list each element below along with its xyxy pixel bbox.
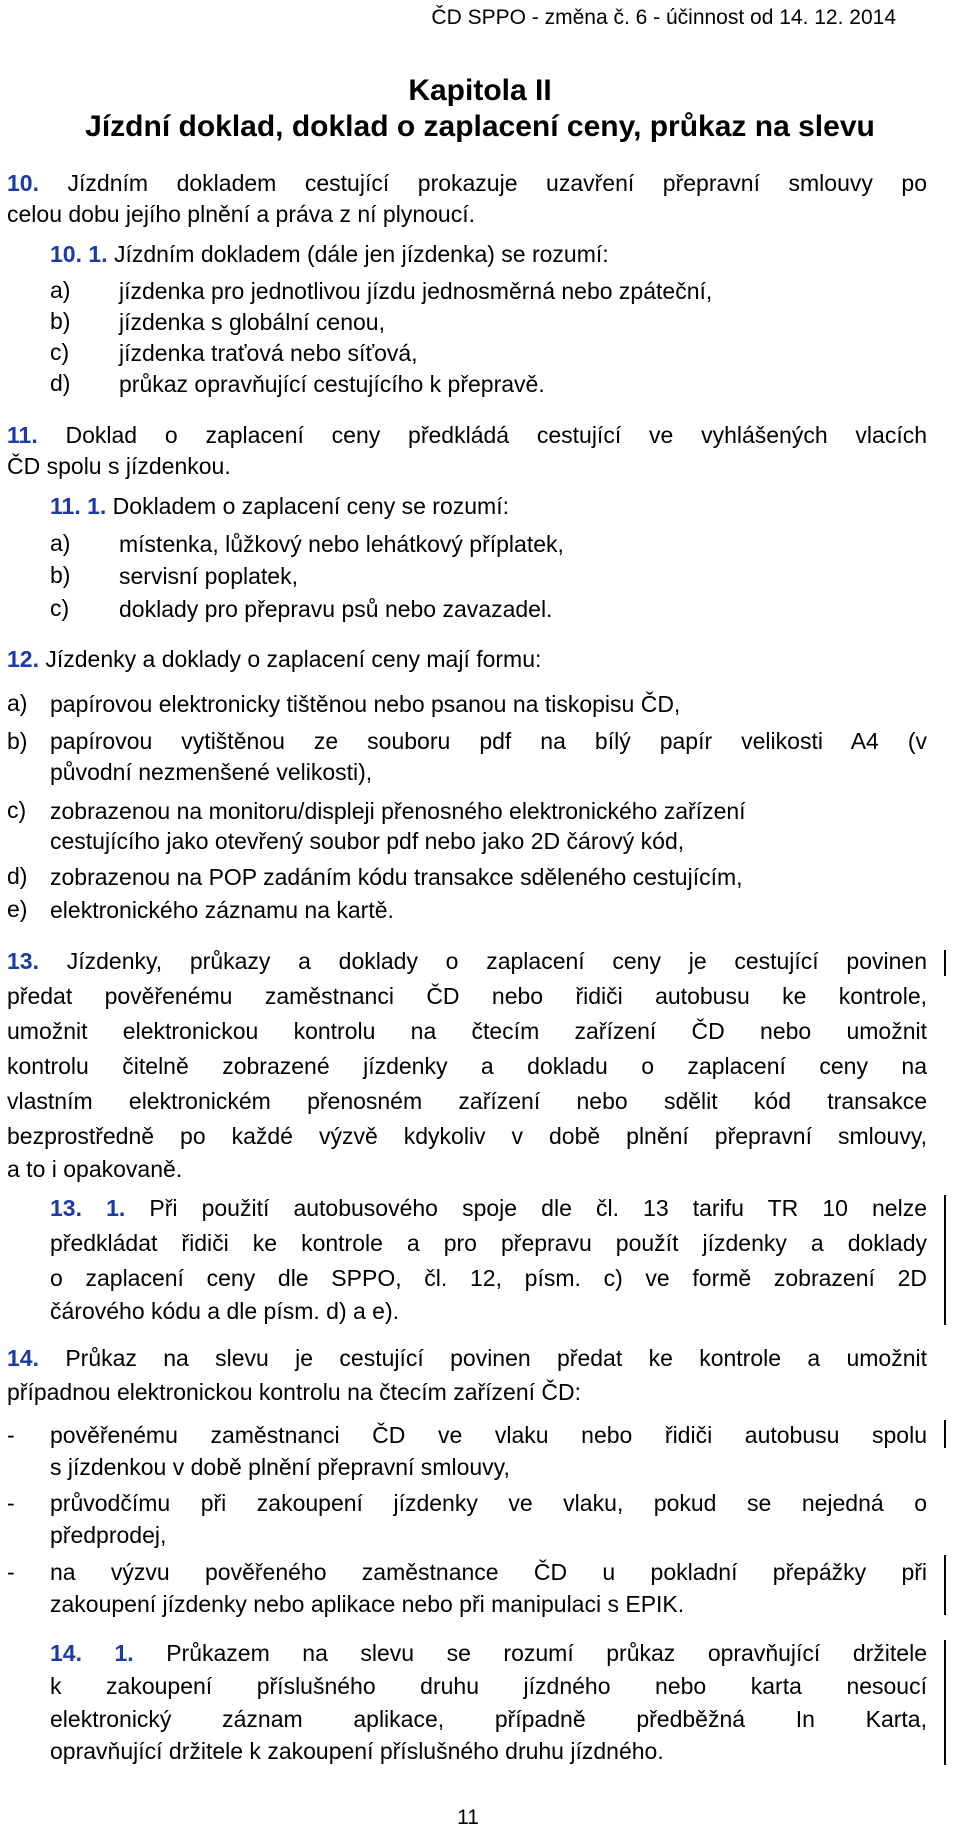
dash-item: na výzvu pověřeného zaměstnance ČD u pokladní přepážky při (50, 1559, 927, 1585)
para-14-1-line-2: k zakoupení příslušného druhu jízdného nebo karta nesoucí (50, 1673, 927, 1699)
dash-item: pověřenému zaměstnanci ČD ve vlaku nebo řidiči autobusu spolu (50, 1422, 927, 1448)
change-bar (944, 1195, 946, 1325)
dash-item-cont: předprodej, (50, 1522, 167, 1548)
list-item-cont: původní nezmenšené velikosti), (50, 759, 373, 785)
para-14-line-1: 14. Průkaz na slevu je cestující povinen předat ke kontrole a umožnit (7, 1345, 928, 1371)
list-item: servisní poplatek, (119, 563, 298, 589)
chapter-number: Kapitola II (408, 74, 552, 107)
list-item: papírovou vytištěnou ze souboru pdf na bílý papír velikosti A4 (v (50, 728, 927, 754)
change-bar (944, 1420, 946, 1448)
list-item: jízdenka s globální cenou, (119, 309, 385, 335)
para-13-line-6: bezprostředně po každé výzvě kdykoliv v době plnění přepravní smlouvy, (7, 1123, 927, 1149)
para-11-1-heading: 11. 1. Dokladem o zaplacení ceny se rozumí: (50, 493, 509, 519)
para-13-1-line-1: 13. 1. Při použití autobusového spoje dle čl. 13 tarifu TR 10 nelze (50, 1195, 928, 1221)
para-13-line-3: umožnit elektronickou kontrolu na čtecím zařízení ČD nebo umožnit (7, 1018, 927, 1044)
list-item: místenka, lůžkový nebo lehátkový příplatek, (119, 531, 564, 557)
para-13-line-2: předat pověřenému zaměstnanci ČD nebo řidiči autobusu ke kontrole, (7, 983, 927, 1009)
list-label: c) (50, 339, 70, 365)
para-14-1-line-4: opravňující držitele k zakoupení příslušného druhu jízdného. (50, 1738, 664, 1764)
para-14-line-2: případnou elektronickou kontrolu na čtecím zařízení ČD: (7, 1379, 582, 1405)
list-label: c) (7, 797, 27, 823)
dash-marker: - (7, 1422, 15, 1448)
dash-item-cont: zakoupení jízdenky nebo aplikace nebo při manipulaci s EPIK. (50, 1591, 685, 1617)
list-label: c) (50, 595, 70, 621)
list-item: jízdenka pro jednotlivou jízdu jednosměrná nebo zpáteční, (119, 278, 713, 304)
para-10-1-heading: 10. 1. Jízdním dokladem (dále jen jízdenka) se rozumí: (50, 241, 609, 267)
change-bar (944, 950, 946, 976)
section-number: 10. 1. (50, 241, 108, 267)
change-bar (944, 1555, 946, 1615)
list-item: elektronického záznamu na kartě. (50, 897, 394, 923)
list-label: a) (50, 530, 71, 556)
section-number: 13. 1. (50, 1195, 126, 1221)
section-number: 13. (7, 948, 39, 974)
section-number: 11. 1. (50, 493, 107, 519)
list-item: zobrazenou na POP zadáním kódu transakce sděleného cestujícím, (50, 864, 743, 890)
list-label: d) (50, 370, 71, 396)
list-label: b) (50, 308, 71, 334)
list-label: a) (7, 690, 28, 716)
list-item: zobrazenou na monitoru/displeji přenosného elektronického zařízení (50, 798, 746, 824)
list-item: jízdenka traťová nebo síťová, (119, 340, 418, 366)
section-number: 14. 1. (50, 1640, 134, 1666)
para-10-line-2: celou dobu jejího plnění a práva z ní plynoucí. (7, 201, 475, 227)
list-label: a) (50, 277, 71, 303)
page-header: ČD SPPO - změna č. 6 - účinnost od 14. 12. 2014 (431, 6, 896, 29)
list-item-cont: cestujícího jako otevřený soubor pdf nebo jako 2D čárový kód, (50, 828, 685, 854)
para-13-line-7: a to i opakovaně. (7, 1156, 183, 1182)
para-11-line-1: 11. Doklad o zaplacení ceny předkládá cestující ve vyhlášených vlacích (7, 422, 927, 448)
page-number: 11 (457, 1806, 479, 1829)
list-item: papírovou elektronicky tištěnou nebo psanou na tiskopisu ČD, (50, 691, 681, 717)
dash-item: průvodčímu při zakoupení jízdenky ve vlaku, pokud se nejedná o (50, 1490, 927, 1516)
dash-marker: - (7, 1490, 15, 1516)
para-13-1-line-4: čárového kódu a dle písm. d) a e). (50, 1298, 400, 1324)
para-10-line-1: 10. Jízdním dokladem cestující prokazuje uzavření přepravní smlouvy po (7, 170, 927, 196)
section-number: 10. (7, 170, 39, 196)
para-13-1-line-3: o zaplacení ceny dle SPPO, čl. 12, písm. c) ve formě zobrazení 2D (50, 1265, 927, 1291)
list-label: e) (7, 896, 28, 922)
para-14-1-line-1: 14. 1. Průkazem na slevu se rozumí průkaz opravňující držitele (50, 1640, 927, 1666)
list-item: doklady pro přepravu psů nebo zavazadel. (119, 596, 553, 622)
para-13-line-1: 13. Jízdenky, průkazy a doklady o zaplacení ceny je cestující povinen (7, 948, 927, 974)
change-bar (944, 1640, 946, 1765)
section-number: 14. (7, 1345, 39, 1371)
list-label: b) (7, 728, 28, 754)
section-number: 11. (7, 422, 38, 448)
para-12-heading: 12. Jízdenky a doklady o zaplacení ceny mají formu: (7, 646, 542, 672)
para-13-1-line-2: předkládat řidiči ke kontrole a pro přepravu použít jízdenky a doklady (50, 1230, 927, 1256)
dash-item-cont: s jízdenkou v době plnění přepravní smlouvy, (50, 1454, 510, 1480)
para-11-line-2: ČD spolu s jízdenkou. (7, 453, 231, 479)
list-label: d) (7, 863, 28, 889)
para-13-line-5: vlastním elektronickém přenosném zařízení nebo sdělit kód transakce (7, 1088, 927, 1114)
dash-marker: - (7, 1559, 15, 1585)
chapter-title: Jízdní doklad, doklad o zaplacení ceny, průkaz na slevu (85, 110, 875, 143)
para-13-line-4: kontrolu čitelně zobrazené jízdenky a dokladu o zaplacení ceny na (7, 1053, 927, 1079)
list-item: průkaz opravňující cestujícího k přepravě. (119, 371, 545, 397)
para-14-1-line-3: elektronický záznam aplikace, případně předběžná In Karta, (50, 1706, 927, 1732)
list-label: b) (50, 562, 71, 588)
section-number: 12. (7, 646, 39, 672)
